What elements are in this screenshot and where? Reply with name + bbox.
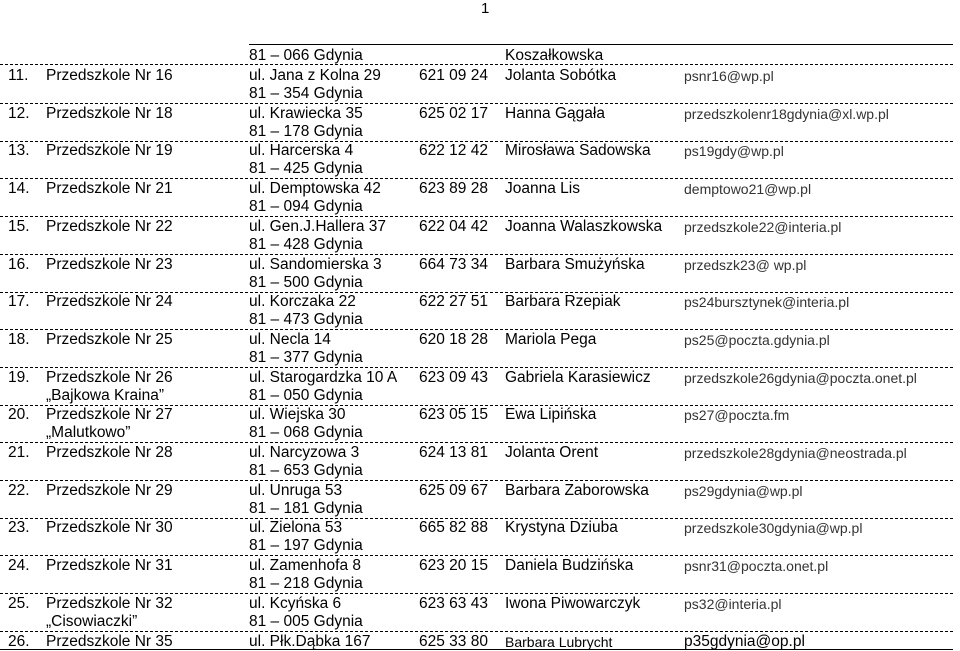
email-address: ps32@interia.pl: [684, 596, 782, 612]
kindergarten-name: Przedszkole Nr 26: [46, 369, 173, 386]
phone-number: 621 09 24: [419, 67, 488, 84]
address-zip: 81 – 066 Gdynia: [249, 47, 363, 64]
director-name: Joanna Lis: [505, 180, 580, 197]
row-separator: [0, 178, 953, 179]
address-street: ul. Gen.J.Hallera 37: [249, 218, 386, 235]
table-top-rule: [249, 44, 953, 45]
address-street: ul. Zamenhofa 8: [249, 557, 362, 574]
row-number: 16.: [8, 256, 30, 273]
director-name: Mirosława Sadowska: [505, 142, 651, 159]
address-zip: 81 – 181 Gdynia: [249, 500, 363, 517]
email-address: przedszkole30gdynia@wp.pl: [684, 520, 863, 536]
address-street: ul. Krawiecka 35: [249, 105, 363, 122]
phone-number: 624 13 81: [419, 444, 488, 461]
phone-number: 622 12 42: [419, 142, 488, 159]
row-separator: [0, 103, 953, 104]
page-number: 1: [481, 0, 490, 17]
email-address: ps29gdynia@wp.pl: [684, 483, 803, 499]
email-address: ps27@poczta.fm: [684, 407, 790, 423]
kindergarten-name: Przedszkole Nr 31: [46, 557, 173, 574]
address-zip: 81 – 094 Gdynia: [249, 198, 363, 215]
email-address: przedszkole26gdynia@poczta.onet.pl: [684, 370, 917, 386]
phone-number: 623 09 43: [419, 369, 488, 386]
kindergarten-name: Przedszkole Nr 19: [46, 142, 173, 159]
row-separator: [0, 216, 953, 217]
director-name: Joanna Walaszkowska: [505, 218, 663, 235]
email-address: psnr31@poczta.onet.pl: [684, 558, 829, 574]
director-name: Hanna Gągała: [505, 105, 605, 122]
kindergarten-name: Przedszkole Nr 32: [46, 595, 173, 612]
row-number: 19.: [8, 369, 30, 386]
kindergarten-name: Przedszkole Nr 24: [46, 293, 173, 310]
row-number: 11.: [8, 67, 29, 84]
address-zip: 81 – 068 Gdynia: [249, 424, 363, 441]
row-separator: [0, 367, 953, 368]
table-bottom-rule: [0, 649, 953, 650]
kindergarten-name: Przedszkole Nr 35: [46, 633, 173, 650]
director-name: Gabriela Karasiewicz: [505, 369, 651, 386]
row-number: 12.: [8, 105, 30, 122]
row-separator: [0, 480, 953, 481]
row-number: 24.: [8, 557, 30, 574]
row-separator: [0, 593, 953, 594]
row-number: 18.: [8, 331, 30, 348]
email-address: demptowo21@wp.pl: [684, 181, 812, 197]
director-name: Daniela Budzińska: [505, 557, 634, 574]
row-number: 17.: [8, 293, 30, 310]
phone-number: 625 33 80: [419, 633, 488, 650]
row-number: 20.: [8, 406, 30, 423]
email-address: przedszk23@ wp.pl: [684, 257, 807, 273]
address-zip: 81 – 377 Gdynia: [249, 349, 363, 366]
phone-number: 622 27 51: [419, 293, 488, 310]
director-name: Krystyna Dziuba: [505, 519, 618, 536]
address-zip: 81 – 197 Gdynia: [249, 537, 363, 554]
address-zip: 81 – 178 Gdynia: [249, 123, 363, 140]
kindergarten-name: Przedszkole Nr 16: [46, 67, 173, 84]
address-street: ul. Sandomierska 3: [249, 256, 382, 273]
kindergarten-name: Przedszkole Nr 27: [46, 406, 173, 423]
address-zip: 81 – 005 Gdynia: [249, 613, 363, 630]
row-number: 23.: [8, 519, 30, 536]
address-street: ul. Demptowska 42: [249, 180, 381, 197]
row-number: 26.: [8, 633, 30, 650]
kindergarten-name: Przedszkole Nr 21: [46, 180, 173, 197]
phone-number: 625 02 17: [419, 105, 488, 122]
address-zip: 81 – 428 Gdynia: [249, 236, 363, 253]
director-name: Jolanta Orent: [505, 444, 599, 461]
address-street: ul. Wiejska 30: [249, 406, 346, 423]
kindergarten-nickname: „Cisowiaczki”: [46, 613, 138, 630]
kindergarten-name: Przedszkole Nr 22: [46, 218, 173, 235]
kindergarten-name: Przedszkole Nr 28: [46, 444, 173, 461]
address-zip: 81 – 050 Gdynia: [249, 387, 363, 404]
row-separator: [0, 254, 953, 255]
director-name: Iwona Piwowarczyk: [505, 595, 641, 612]
row-number: 13.: [8, 142, 30, 159]
phone-number: 623 20 15: [419, 557, 488, 574]
email-address: przedszkole22@interia.pl: [684, 219, 842, 235]
address-street: ul. Zielona 53: [249, 519, 343, 536]
address-zip: 81 – 425 Gdynia: [249, 160, 363, 177]
row-number: 15.: [8, 218, 30, 235]
row-number: 25.: [8, 595, 30, 612]
phone-number: 623 89 28: [419, 180, 488, 197]
email-address: psnr16@wp.pl: [684, 68, 774, 84]
director-name: Barbara Smużyńska: [505, 256, 645, 273]
address-street: ul. Starogardzka 10 A: [249, 369, 398, 386]
address-street: ul. Narcyzowa 3: [249, 444, 360, 461]
phone-number: 623 63 43: [419, 595, 488, 612]
row-separator: [0, 442, 953, 443]
phone-number: 625 09 67: [419, 482, 488, 499]
address-street: ul. Jana z Kolna 29: [249, 67, 381, 84]
row-number: 21.: [8, 444, 30, 461]
address-street: ul. Harcerska 4: [249, 142, 354, 159]
phone-number: 623 05 15: [419, 406, 488, 423]
address-street: ul. Unruga 53: [249, 482, 343, 499]
email-address: p35gdynia@op.pl: [684, 633, 805, 650]
address-zip: 81 – 218 Gdynia: [249, 575, 363, 592]
row-separator: [0, 555, 953, 556]
director-name: Koszałkowska: [505, 47, 604, 64]
phone-number: 622 04 42: [419, 218, 488, 235]
kindergarten-name: Przedszkole Nr 23: [46, 256, 173, 273]
address-zip: 81 – 354 Gdynia: [249, 85, 363, 102]
kindergarten-name: Przedszkole Nr 25: [46, 331, 173, 348]
row-number: 14.: [8, 180, 30, 197]
director-name: Ewa Lipińska: [505, 406, 597, 423]
row-separator: [0, 631, 953, 632]
row-separator: [0, 64, 953, 65]
email-address: przedszkole28gdynia@neostrada.pl: [684, 445, 907, 461]
kindergarten-name: Przedszkole Nr 18: [46, 105, 173, 122]
kindergarten-nickname: „Malutkowo”: [46, 424, 131, 441]
director-name: Jolanta Sobótka: [505, 67, 617, 84]
phone-number: 620 18 28: [419, 331, 488, 348]
phone-number: 664 73 34: [419, 256, 488, 273]
kindergarten-nickname: „Bajkowa Kraina”: [46, 387, 165, 404]
address-street: ul. Kcyńska 6: [249, 595, 342, 612]
email-address: ps25@poczta.gdynia.pl: [684, 332, 830, 348]
address-street: ul. Korczaka 22: [249, 293, 356, 310]
row-number: 22.: [8, 482, 30, 499]
phone-number: 665 82 88: [419, 519, 488, 536]
row-separator: [0, 329, 953, 330]
address-zip: 81 – 473 Gdynia: [249, 311, 363, 328]
director-name: Barbara Rzepiak: [505, 293, 621, 310]
address-street: ul. Płk.Dąbka 167: [249, 633, 371, 650]
address-street: ul. Necla 14: [249, 331, 331, 348]
director-name: Barbara Zaborowska: [505, 482, 649, 499]
kindergarten-name: Przedszkole Nr 29: [46, 482, 173, 499]
address-zip: 81 – 500 Gdynia: [249, 274, 363, 291]
address-zip: 81 – 653 Gdynia: [249, 462, 363, 479]
email-address: ps19gdy@wp.pl: [684, 143, 784, 159]
kindergarten-name: Przedszkole Nr 30: [46, 519, 173, 536]
director-name: Barbara Lubrycht: [505, 634, 613, 650]
email-address: ps24bursztynek@interia.pl: [684, 294, 850, 310]
email-address: przedszkolenr18gdynia@xl.wp.pl: [684, 106, 889, 122]
director-name: Mariola Pega: [505, 331, 597, 348]
